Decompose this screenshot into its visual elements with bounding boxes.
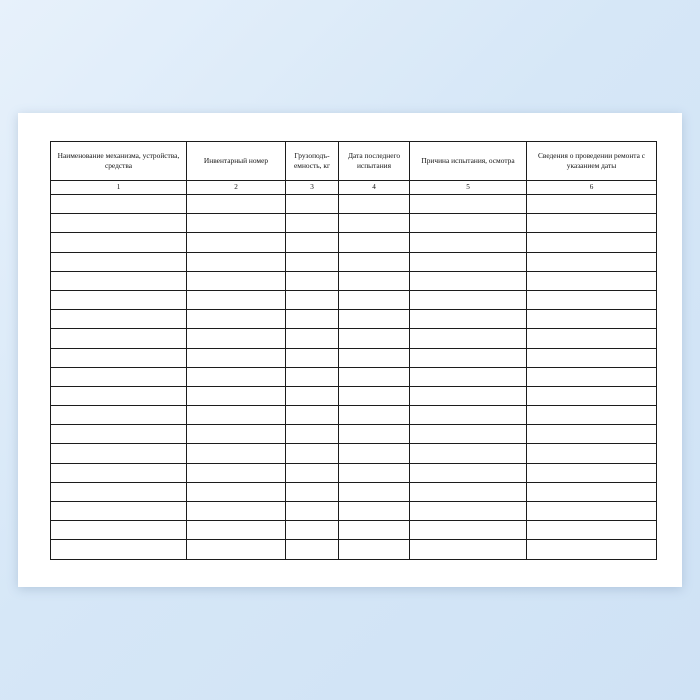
- cell-test-reason[interactable]: [410, 406, 527, 425]
- table-row: [51, 521, 657, 540]
- cell-test-reason[interactable]: [410, 463, 527, 482]
- cell-name[interactable]: [51, 348, 187, 367]
- column-number-1: 1: [51, 181, 187, 195]
- table-row: [51, 329, 657, 348]
- cell-capacity[interactable]: [286, 406, 339, 425]
- cell-test-reason[interactable]: [410, 502, 527, 521]
- column-number-4: 4: [339, 181, 410, 195]
- table-row: [51, 214, 657, 233]
- cell-capacity[interactable]: [286, 463, 339, 482]
- cell-inventory-number[interactable]: [187, 348, 286, 367]
- cell-last-test-date[interactable]: [339, 271, 410, 290]
- table-row: [51, 233, 657, 252]
- cell-capacity[interactable]: [286, 444, 339, 463]
- table-row: [51, 252, 657, 271]
- table-row: [51, 348, 657, 367]
- cell-repair-info[interactable]: [527, 329, 657, 348]
- cell-name[interactable]: [51, 444, 187, 463]
- cell-capacity[interactable]: [286, 540, 339, 559]
- cell-capacity[interactable]: [286, 290, 339, 309]
- cell-last-test-date[interactable]: [339, 195, 410, 214]
- cell-last-test-date[interactable]: [339, 310, 410, 329]
- table-body: [51, 195, 657, 560]
- cell-repair-info[interactable]: [527, 233, 657, 252]
- cell-last-test-date[interactable]: [339, 233, 410, 252]
- cell-test-reason[interactable]: [410, 329, 527, 348]
- cell-test-reason[interactable]: [410, 348, 527, 367]
- cell-capacity[interactable]: [286, 482, 339, 501]
- cell-last-test-date[interactable]: [339, 348, 410, 367]
- cell-inventory-number[interactable]: [187, 290, 286, 309]
- cell-repair-info[interactable]: [527, 482, 657, 501]
- cell-repair-info[interactable]: [527, 252, 657, 271]
- cell-inventory-number[interactable]: [187, 271, 286, 290]
- table-row: [51, 482, 657, 501]
- cell-name[interactable]: [51, 271, 187, 290]
- cell-last-test-date[interactable]: [339, 329, 410, 348]
- cell-repair-info[interactable]: [527, 271, 657, 290]
- cell-name[interactable]: [51, 252, 187, 271]
- registry-table: [50, 141, 657, 560]
- cell-repair-info[interactable]: [527, 367, 657, 386]
- cell-inventory-number[interactable]: [187, 195, 286, 214]
- cell-inventory-number[interactable]: [187, 233, 286, 252]
- cell-capacity[interactable]: [286, 252, 339, 271]
- cell-capacity[interactable]: [286, 348, 339, 367]
- column-number-3: 3: [286, 181, 339, 195]
- cell-capacity[interactable]: [286, 195, 339, 214]
- cell-test-reason[interactable]: [410, 540, 527, 559]
- cell-test-reason[interactable]: [410, 195, 527, 214]
- cell-test-reason[interactable]: [410, 310, 527, 329]
- column-header-test-reason: Причина испытания, осмотра: [410, 142, 527, 181]
- cell-repair-info[interactable]: [527, 444, 657, 463]
- cell-capacity[interactable]: [286, 310, 339, 329]
- cell-last-test-date[interactable]: [339, 386, 410, 405]
- cell-name[interactable]: [51, 502, 187, 521]
- cell-inventory-number[interactable]: [187, 521, 286, 540]
- cell-capacity[interactable]: [286, 502, 339, 521]
- table-row: [51, 386, 657, 405]
- cell-repair-info[interactable]: [527, 195, 657, 214]
- cell-test-reason[interactable]: [410, 444, 527, 463]
- cell-name[interactable]: [51, 367, 187, 386]
- cell-test-reason[interactable]: [410, 214, 527, 233]
- cell-capacity[interactable]: [286, 386, 339, 405]
- table-row: [51, 271, 657, 290]
- cell-repair-info[interactable]: [527, 463, 657, 482]
- table-row: [51, 310, 657, 329]
- cell-last-test-date[interactable]: [339, 214, 410, 233]
- table-row: [51, 425, 657, 444]
- cell-repair-info[interactable]: [527, 214, 657, 233]
- cell-test-reason[interactable]: [410, 367, 527, 386]
- cell-last-test-date[interactable]: [339, 463, 410, 482]
- cell-capacity[interactable]: [286, 214, 339, 233]
- cell-capacity[interactable]: [286, 425, 339, 444]
- column-header-last-test-date: Дата последнего испытания: [339, 142, 410, 181]
- table-row: [51, 195, 657, 214]
- cell-inventory-number[interactable]: [187, 386, 286, 405]
- table-header: [51, 142, 657, 195]
- table-container: [50, 141, 650, 560]
- cell-inventory-number[interactable]: [187, 463, 286, 482]
- cell-inventory-number[interactable]: [187, 329, 286, 348]
- cell-last-test-date[interactable]: [339, 540, 410, 559]
- cell-capacity[interactable]: [286, 521, 339, 540]
- column-header-capacity: Грузоподъ-емность, кг: [286, 142, 339, 181]
- cell-name[interactable]: [51, 290, 187, 309]
- document-page: [18, 113, 682, 587]
- cell-repair-info[interactable]: [527, 540, 657, 559]
- cell-repair-info[interactable]: [527, 290, 657, 309]
- cell-repair-info[interactable]: [527, 502, 657, 521]
- table-row: [51, 367, 657, 386]
- table-row: [51, 406, 657, 425]
- cell-capacity[interactable]: [286, 329, 339, 348]
- column-header-inventory-number: Инвентарный номер: [187, 142, 286, 181]
- cell-inventory-number[interactable]: [187, 367, 286, 386]
- cell-test-reason[interactable]: [410, 425, 527, 444]
- cell-test-reason[interactable]: [410, 233, 527, 252]
- cell-inventory-number[interactable]: [187, 444, 286, 463]
- table-row: [51, 444, 657, 463]
- cell-last-test-date[interactable]: [339, 482, 410, 501]
- cell-name[interactable]: [51, 310, 187, 329]
- cell-name[interactable]: [51, 214, 187, 233]
- cell-inventory-number[interactable]: [187, 482, 286, 501]
- table-header-row: [51, 142, 657, 181]
- cell-name[interactable]: [51, 463, 187, 482]
- table-column-number-row: [51, 181, 657, 195]
- column-header-name: Наименование механизма, устройства, средства: [51, 142, 187, 181]
- cell-last-test-date[interactable]: [339, 367, 410, 386]
- cell-test-reason[interactable]: [410, 271, 527, 290]
- cell-last-test-date[interactable]: [339, 502, 410, 521]
- table-row: [51, 463, 657, 482]
- cell-repair-info[interactable]: [527, 406, 657, 425]
- cell-name[interactable]: [51, 329, 187, 348]
- cell-inventory-number[interactable]: [187, 502, 286, 521]
- cell-name[interactable]: [51, 195, 187, 214]
- cell-repair-info[interactable]: [527, 521, 657, 540]
- cell-inventory-number[interactable]: [187, 406, 286, 425]
- cell-inventory-number[interactable]: [187, 310, 286, 329]
- cell-test-reason[interactable]: [410, 482, 527, 501]
- cell-last-test-date[interactable]: [339, 406, 410, 425]
- cell-inventory-number[interactable]: [187, 425, 286, 444]
- cell-inventory-number[interactable]: [187, 214, 286, 233]
- cell-repair-info[interactable]: [527, 348, 657, 367]
- cell-capacity[interactable]: [286, 367, 339, 386]
- cell-test-reason[interactable]: [410, 386, 527, 405]
- cell-last-test-date[interactable]: [339, 521, 410, 540]
- cell-test-reason[interactable]: [410, 252, 527, 271]
- cell-name[interactable]: [51, 425, 187, 444]
- cell-name[interactable]: [51, 386, 187, 405]
- cell-test-reason[interactable]: [410, 290, 527, 309]
- cell-repair-info[interactable]: [527, 425, 657, 444]
- table-row: [51, 290, 657, 309]
- cell-inventory-number[interactable]: [187, 540, 286, 559]
- column-number-5: 5: [410, 181, 527, 195]
- cell-repair-info[interactable]: [527, 310, 657, 329]
- table-row: [51, 502, 657, 521]
- cell-last-test-date[interactable]: [339, 252, 410, 271]
- cell-last-test-date[interactable]: [339, 425, 410, 444]
- cell-capacity[interactable]: [286, 233, 339, 252]
- cell-inventory-number[interactable]: [187, 252, 286, 271]
- cell-name[interactable]: [51, 233, 187, 252]
- cell-test-reason[interactable]: [410, 521, 527, 540]
- column-number-6: 6: [527, 181, 657, 195]
- cell-repair-info[interactable]: [527, 386, 657, 405]
- cell-last-test-date[interactable]: [339, 444, 410, 463]
- cell-name[interactable]: [51, 540, 187, 559]
- cell-name[interactable]: [51, 482, 187, 501]
- column-number-2: 2: [187, 181, 286, 195]
- cell-name[interactable]: [51, 406, 187, 425]
- cell-name[interactable]: [51, 521, 187, 540]
- cell-last-test-date[interactable]: [339, 290, 410, 309]
- cell-capacity[interactable]: [286, 271, 339, 290]
- column-header-repair-info: Сведения о проведении ремонта с указанием даты: [527, 142, 657, 181]
- table-row: [51, 540, 657, 559]
